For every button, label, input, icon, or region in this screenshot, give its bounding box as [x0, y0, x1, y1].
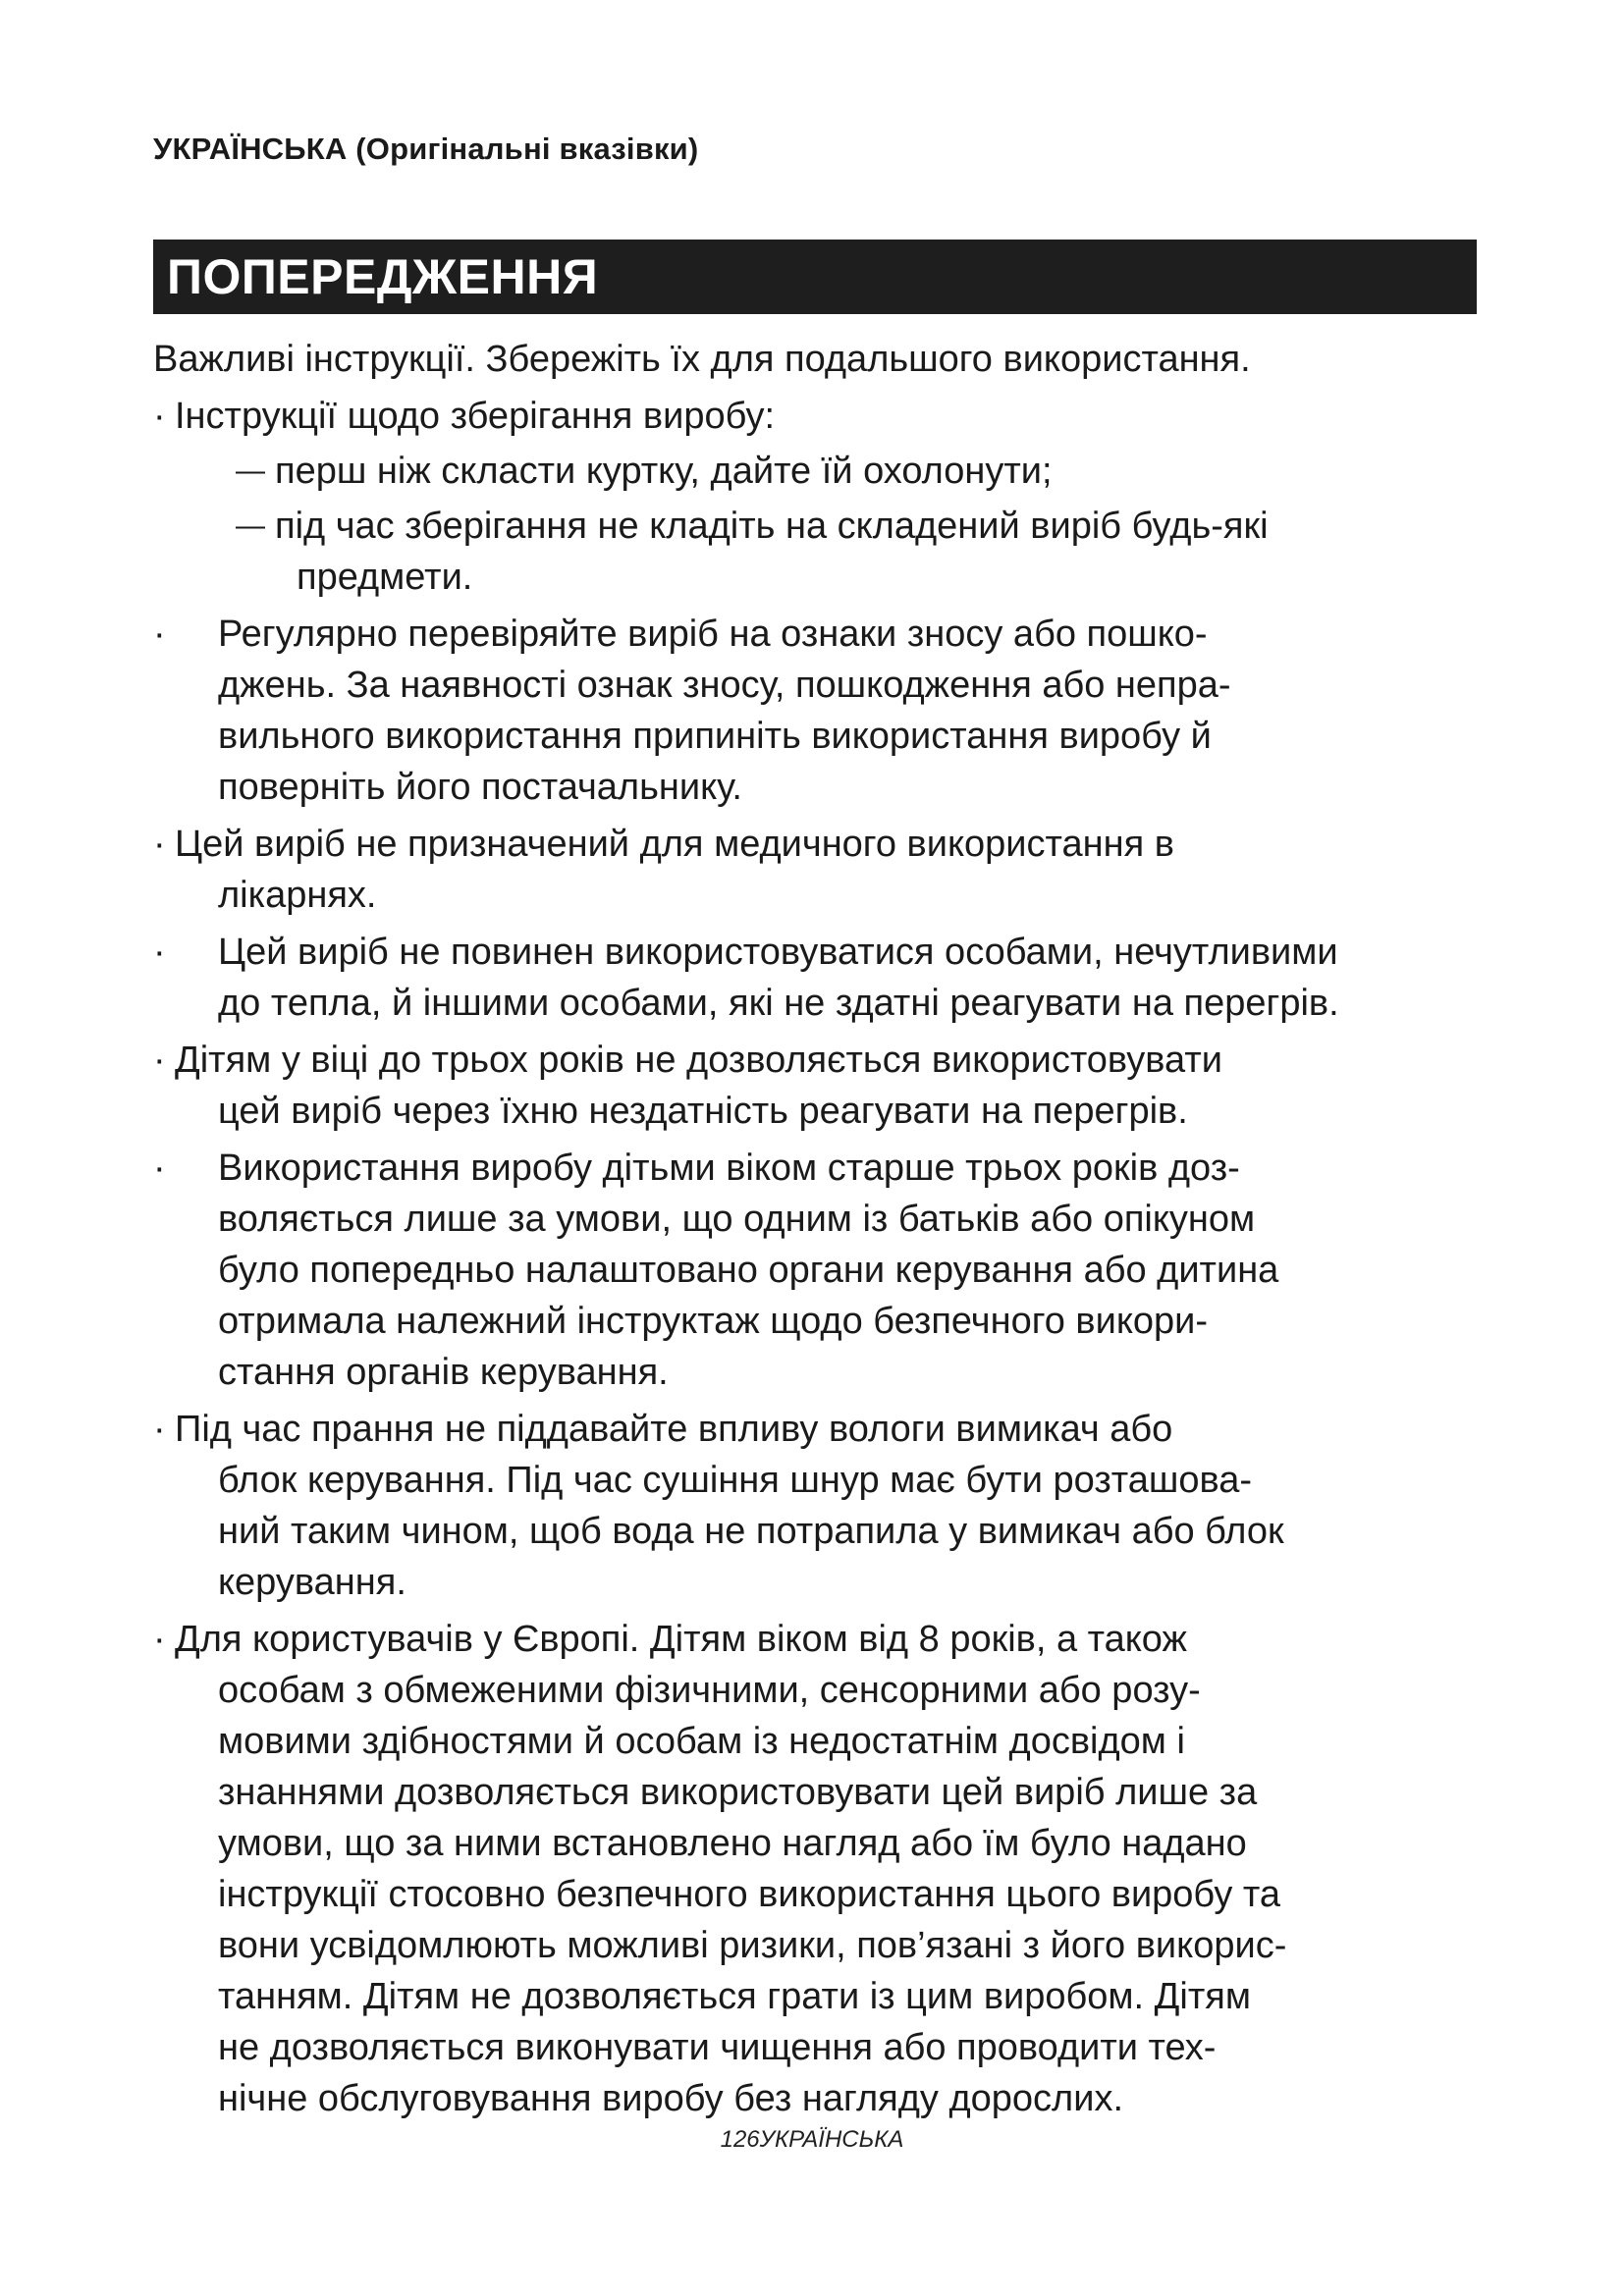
bullet-icon: · — [153, 396, 166, 437]
bullet-icon: · — [153, 932, 166, 973]
item-line: до тепла, й іншими особами, які не здатні реагувати на перегрів. — [218, 983, 1339, 1024]
item-line: Використання виробу дітьми віком старше трьох років доз- — [218, 1148, 1240, 1189]
item-line: Регулярно перевіряйте виріб на ознаки зносу або пошко- — [218, 614, 1208, 655]
item-line: не дозволяється виконувати чищення або проводити тех- — [218, 2027, 1217, 2068]
item-line: Для користувачів у Європі. Дітям віком від 8 років, а також — [175, 1619, 1187, 1660]
item-line: інструкції стосовно безпечного використання цього виробу та — [218, 1874, 1281, 1915]
warning-item-storage — [153, 391, 1489, 603]
subitem-line: перш ніж скласти куртку, дайте їй охолонути; — [275, 451, 1053, 492]
item-line: лікарнях. — [218, 875, 377, 916]
subitem-line: під час зберігання не кладіть на складений виріб будь-які — [275, 506, 1269, 547]
warning-content — [153, 334, 1489, 2130]
item-line: Цей виріб не призначений для медичного використання в — [175, 824, 1174, 865]
subitem-cool-down — [236, 446, 1489, 497]
subitem-no-objects — [236, 501, 1489, 603]
item-line: отримала належний інструктаж щодо безпечного викори- — [218, 1301, 1209, 1342]
warning-item-inspect — [153, 609, 1489, 813]
item-line: блок керування. Під час сушіння шнур має бути розташова- — [218, 1460, 1253, 1501]
dash-icon: — — [236, 454, 265, 487]
item-line: ний таким чином, щоб вода не потрапила у вимикач або блок — [218, 1511, 1284, 1552]
page-footer: 126УКРАЇНСЬКА — [720, 2126, 904, 2153]
bullet-icon: · — [153, 1619, 166, 1660]
bullet-icon: · — [153, 1148, 166, 1189]
warning-item-under-three — [153, 1035, 1489, 1137]
warning-item-not-medical — [153, 819, 1489, 921]
bullet-icon: · — [153, 1409, 166, 1450]
item-line: Цей виріб не повинен використовуватися особами, нечутливими — [218, 932, 1338, 973]
bullet-icon: · — [153, 1040, 166, 1081]
item-line: керування. — [218, 1562, 406, 1603]
item-line: умови, що за ними встановлено нагляд або їм було надано — [218, 1823, 1247, 1864]
item-line: Інструкції щодо зберігання виробу: — [175, 396, 776, 437]
item-line: вильного використання припиніть використання виробу й — [218, 716, 1212, 757]
item-line: цей виріб через їхню нездатність реагувати на перегрів. — [218, 1091, 1188, 1132]
intro-text: Важливі інструкції. Збережіть їх для подальшого використання. — [153, 339, 1251, 380]
item-line: знаннями дозволяється використовувати цей виріб лише за — [218, 1772, 1258, 1813]
warning-banner: ПОПЕРЕДЖЕННЯ — [153, 240, 1477, 314]
dash-icon: — — [236, 509, 265, 542]
warning-item-over-three — [153, 1143, 1489, 1398]
document-language-header: УКРАЇНСЬКА (Оригінальні вказівки) — [153, 132, 699, 166]
warning-item-europe-users — [153, 1614, 1489, 2124]
warning-item-heat-insensitive — [153, 927, 1489, 1029]
item-line: Дітям у віці до трьох років не дозволяється використовувати — [175, 1040, 1222, 1081]
item-line: поверніть його постачальнику. — [218, 767, 742, 808]
item-line: Під час прання не піддавайте впливу вологи вимикач або — [175, 1409, 1173, 1450]
item-line: мовими здібностями й особам із недостатнім досвідом і — [218, 1721, 1185, 1762]
bullet-icon: · — [153, 614, 166, 655]
item-line: джень. За наявності ознак зносу, пошкодження або непра- — [218, 665, 1231, 706]
item-line: стання органів керування. — [218, 1352, 669, 1393]
item-line: воляється лише за умови, що одним із батьків або опікуном — [218, 1199, 1256, 1240]
item-line: було попередньо налаштовано органи керування або дитина — [218, 1250, 1279, 1291]
item-line: танням. Дітям не дозволяється грати із цим виробом. Дітям — [218, 1976, 1251, 2017]
item-line: нічне обслуговування виробу без нагляду дорослих. — [218, 2078, 1124, 2119]
subitem-line: предмети. — [297, 557, 473, 598]
item-line: особам з обмеженими фізичними, сенсорними або розу- — [218, 1670, 1201, 1711]
warning-item-washing — [153, 1404, 1489, 1608]
bullet-icon: · — [153, 824, 166, 865]
item-line: вони усвідомлюють можливі ризики, пов’язані з його викорис- — [218, 1925, 1287, 1966]
